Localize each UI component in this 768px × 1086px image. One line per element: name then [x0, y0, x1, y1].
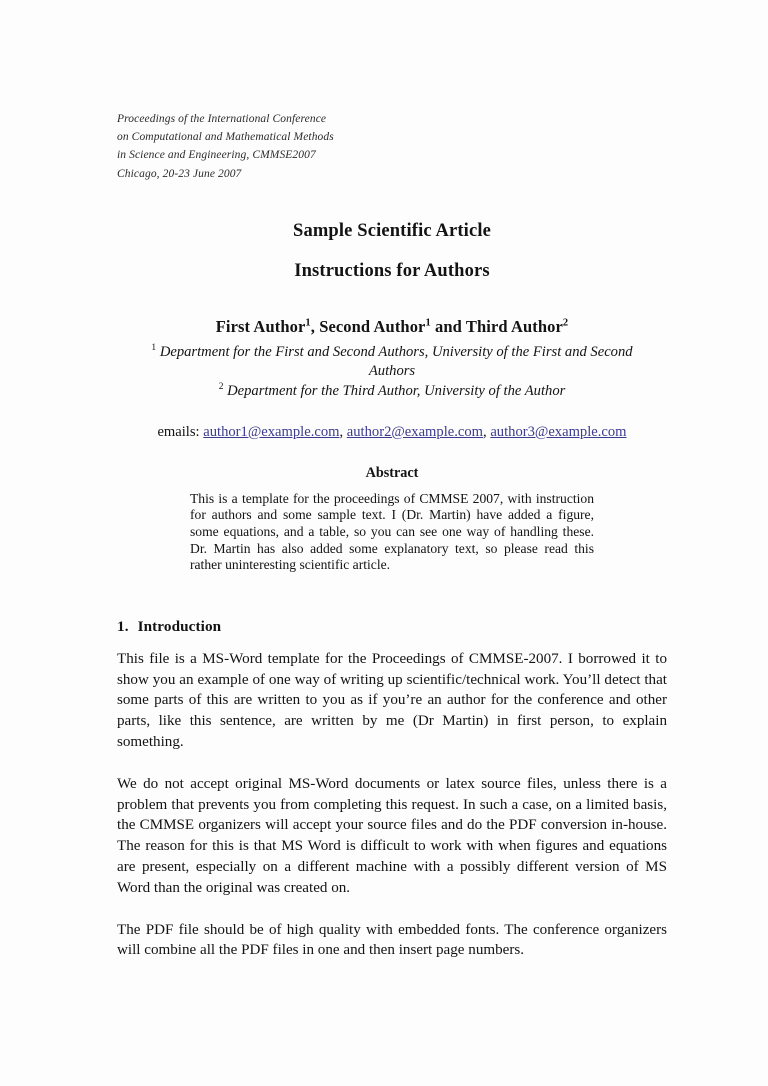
- email-line: [117, 422, 667, 442]
- section-number: 1.: [117, 617, 129, 635]
- proceedings-header-line-4: Chicago, 20-23 June 2007: [117, 167, 242, 180]
- author-conjunction: and: [430, 316, 466, 336]
- author-1-affiliation-mark: 1: [305, 317, 311, 329]
- affiliation-2-text: Department for the Third Author, University of the Author: [223, 382, 566, 399]
- email-label: emails:: [157, 423, 204, 440]
- abstract-section: [190, 465, 594, 574]
- section-paragraph-3: The PDF file should be of high quality with embedded fonts. The conference organizers will combine all the PDF files in one and then insert page numbers.: [117, 921, 667, 959]
- author-2-name: Second Author: [319, 316, 426, 336]
- abstract-body: This is a template for the proceedings of CMMSE 2007, with instruction for authors and some sample text. I (Dr. Martin) have added a figure, some equations, and a table, so you can see one way of handling these. Dr. Martin has also added some explanatory text, so please read this rather uninteresting scientific article.: [190, 490, 594, 573]
- author-separator-1: ,: [310, 316, 320, 336]
- email-link-author2[interactable]: author2@example.com: [346, 423, 484, 440]
- affiliation-list: [117, 343, 667, 401]
- affiliation-2-mark: 2: [218, 381, 224, 392]
- section-paragraph-1: This file is a MS-Word template for the Proceedings of CMMSE-2007. I borrowed it to show you an example of one way of writing up scientific/technical work. You’ll detect that some parts of this are written to you as if you’re an author for the conference and other parts, like this sentence, are written by me (Dr Martin) in first person, to explain something.: [117, 650, 667, 750]
- paper-title-line-1: Sample Scientific Article: [293, 220, 491, 241]
- affiliation-2: [117, 382, 667, 401]
- author-1-name: First Author: [215, 316, 306, 336]
- author-list: [117, 317, 667, 337]
- proceedings-header: [117, 110, 667, 183]
- section-heading-introduction: [117, 618, 667, 636]
- email-link-author3[interactable]: author3@example.com: [490, 423, 627, 440]
- email-separator-1: ,: [339, 423, 347, 440]
- paper-title: [117, 222, 667, 281]
- proceedings-header-line-3: in Science and Engineering, CMMSE2007: [117, 149, 316, 162]
- proceedings-header-line-1: Proceedings of the International Conference: [117, 113, 327, 125]
- author-3-affiliation-mark: 2: [562, 317, 569, 329]
- affiliation-1-mark: 1: [151, 342, 157, 353]
- proceedings-header-line-2: on Computational and Mathematical Methods: [117, 131, 334, 144]
- paper-title-line-2: Instructions for Authors: [294, 261, 490, 282]
- page-content-column: [117, 0, 667, 976]
- abstract-heading: Abstract: [365, 464, 419, 481]
- author-3-name: Third Author: [465, 316, 563, 336]
- author-2-affiliation-mark: 1: [425, 317, 431, 329]
- section-title: Introduction: [137, 617, 222, 635]
- affiliation-1-text: Department for the First and Second Authors, University of the First and Second Authors: [156, 343, 633, 379]
- affiliation-1: [117, 343, 667, 381]
- email-link-author1[interactable]: author1@example.com: [203, 423, 340, 440]
- section-paragraph-2: We do not accept original MS-Word documents or latex source files, unless there is a problem that prevents you from completing this request. In such a case, on a limited basis, the CMMSE organizers will accept your source files and do the PDF conversion in-house. The reason for this is that MS Word is difficult to work with when figures and equations are present, especially on a different machine with a possibly different version of MS Word than the original was created on.: [117, 775, 667, 896]
- email-separator-2: ,: [483, 423, 491, 440]
